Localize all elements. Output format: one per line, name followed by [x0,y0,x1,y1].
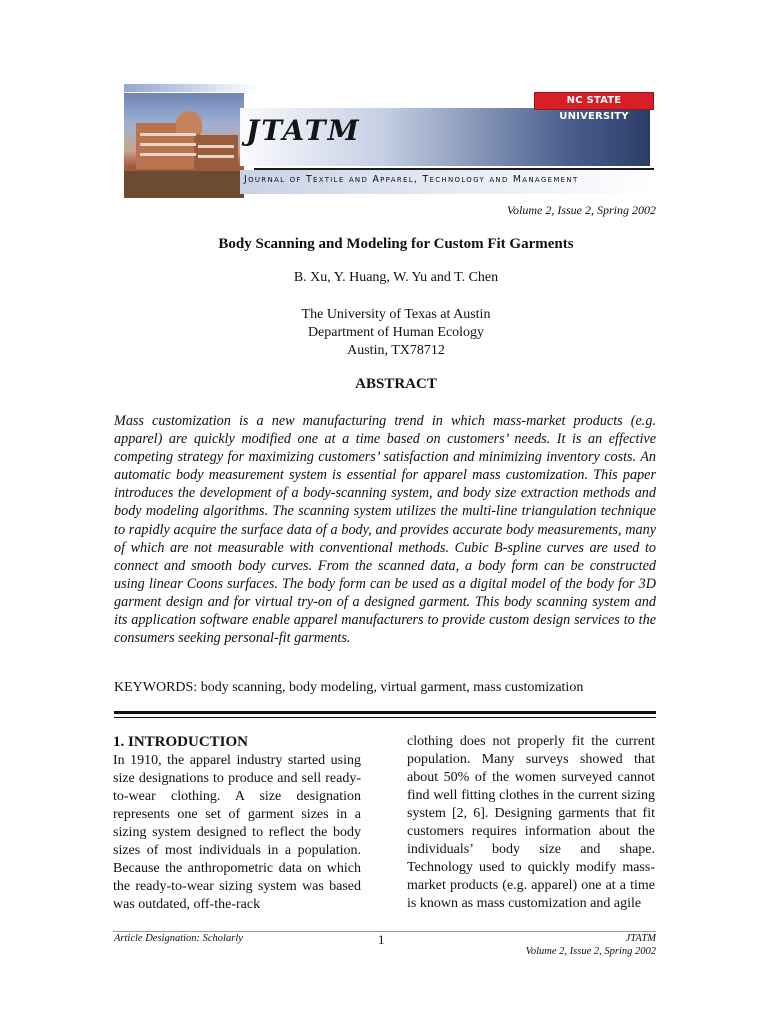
abstract-text: Mass customization is a new manufacturing trend in which mass-market products (e.g. apparel) are quickly modified one at a time based on customers’ needs. It is an effective competing strategy for maximizing customers’ satisfaction and minimizing inventory costs. An automatic body measurement system is essential for apparel mass customization. This paper introduces the development of a body-scanning system, and body size extraction methods and body modeling algorithms. The scanning system utilizes the multi-line triangulation technique to rapidly acquire the surface data of a body, and provides accurate body measurements, many of which are not measurable with conventional methods. Cubic B-spline curves are used to connect and smooth body curves. From the scanned data, a body form can be constructed using linear Coons surfaces. The body form can be used as a digital model of the body for 3D garment design and for virtual try-on of a designed garment. This body scanning system and its application software enable apparel manufacturers to provide custom design services to the consumers seeking personal-fit garments. [114,413,656,647]
footer-journal: JTATM [625,933,656,944]
footer-volume: Volume 2, Issue 2, Spring 2002 [525,946,656,957]
banner-stripe [124,84,259,92]
paper-authors: B. Xu, Y. Huang, W. Yu and T. Chen [293,270,499,285]
body-paragraph-continued: clothing does not properly fit the current population. Many surveys showed that about 50% of the women surveyed cannot find well fitting clothes in the current sizing system [2, 6]. Designing garments that fit customers requires information about the individuals’ body size and shape. Technology used to quickly modify mass-market products (e.g. apparel) one at a time is known as mass customization and agile [407,734,655,911]
jtatm-logo [246,100,406,170]
column-right [407,733,655,913]
page-number: 1 [378,932,385,947]
section-divider-thick [114,711,656,714]
affiliation [0,306,768,360]
article-designation: Article Designation: Scholarly [114,933,243,944]
campus-photo [124,93,244,198]
jtatm-logo-text: JTATM [246,114,361,147]
abstract-heading: ABSTRACT [355,376,437,392]
nc-state-logo: NC STATE UNIVERSITY [534,92,654,110]
journal-name: Journal of Textile and Apparel, Technology and Management [244,174,579,185]
affiliation-department: Department of Human Ecology [307,325,485,340]
journal-banner [0,0,768,215]
keywords: KEYWORDS: body scanning, body modeling, virtual garment, mass customization [114,680,584,695]
section-divider-thin [114,717,656,718]
paper-title: Body Scanning and Modeling for Custom Fit Garments [218,236,574,252]
affiliation-address: Austin, TX78712 [347,343,445,358]
column-left [113,733,361,914]
body-paragraph: In 1910, the apparel industry started using size designations to produce and sell ready-to-wear clothing. A size designation represents one set of garment sizes in a sizing system designed to reflect the body sizes of most individuals in a population. Because the anthropometric data on which the ready-to-wear sizing system was based was outdated, off-the-rack [113,753,361,912]
footer-rule [113,931,656,932]
volume-issue: Volume 2, Issue 2, Spring 2002 [507,203,656,217]
section-heading-introduction: 1. INTRODUCTION [113,734,249,750]
affiliation-university: The University of Texas at Austin [301,307,491,322]
